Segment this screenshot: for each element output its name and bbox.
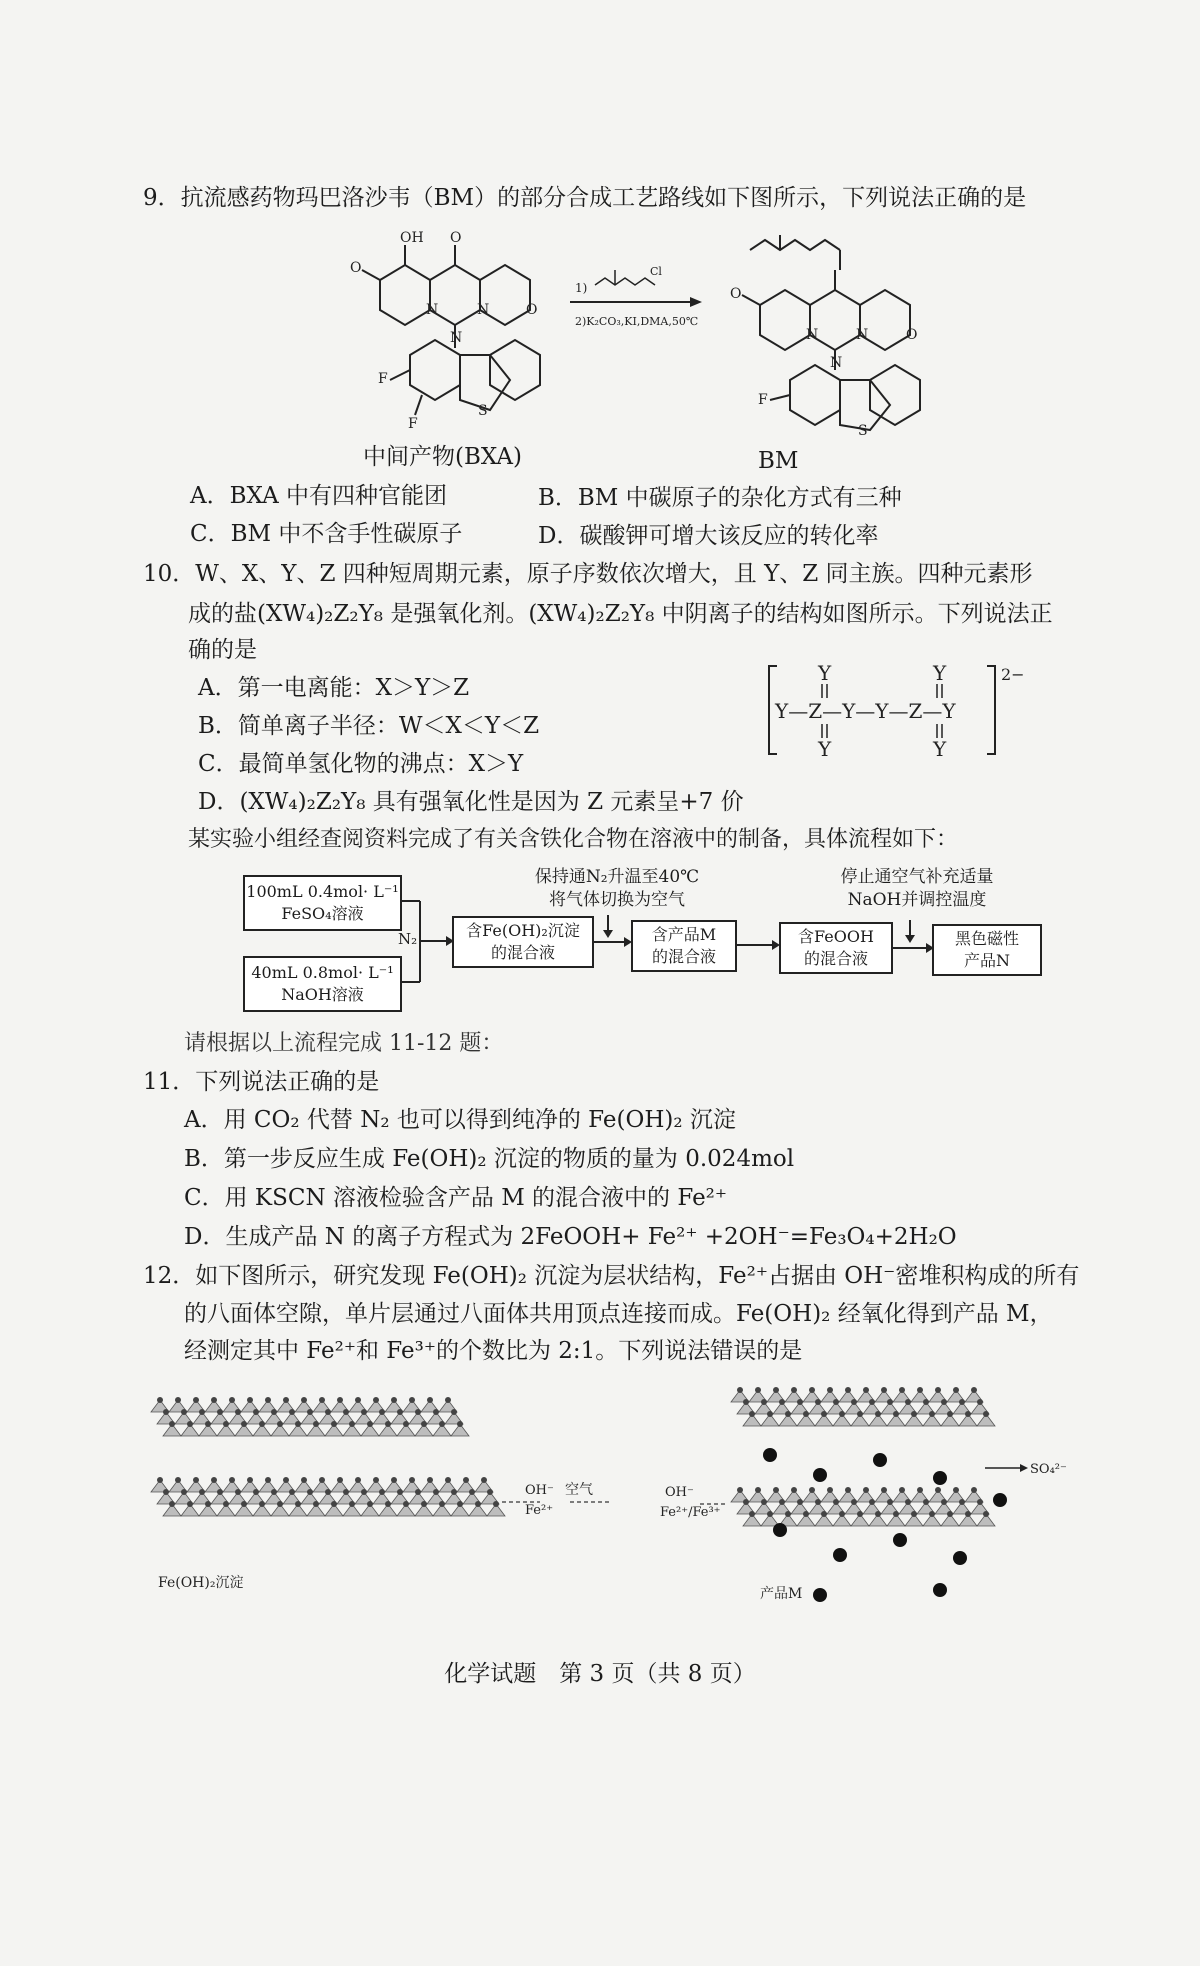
q11-option-d: D．生成产品 N 的离子方程式为 2FeOOH+ Fe²⁺ +2OH⁻=Fe₃O₄+2H₂O	[184, 1224, 957, 1250]
fig-fe-1: Fe²⁺	[525, 1503, 554, 1518]
svg-text:Y: Y	[818, 662, 832, 685]
reagent-line2: 2)K₂CO₃,KI,DMA,50℃	[575, 315, 699, 328]
feoh2-layers	[151, 1397, 505, 1516]
label-bm: BM	[758, 448, 799, 474]
sulfate-ion	[833, 1548, 847, 1562]
flow-intro: 某实验小组经查阅资料完成了有关含铁化合物在溶液中的制备，具体流程如下：	[188, 827, 959, 852]
q12-line1: 12．如下图所示，研究发现 Fe(OH)₂ 沉淀为层状结构，Fe²⁺占据由 OH⁻密堆积构成的所有	[143, 1263, 1080, 1289]
svg-text:Y: Y	[933, 737, 947, 761]
fig-oh-1: OH⁻	[525, 1483, 554, 1498]
feoh2-layer-bottom	[151, 1477, 505, 1516]
svg-text:Cl: Cl	[650, 265, 662, 278]
svg-text:O: O	[906, 327, 918, 343]
svg-text:N: N	[830, 355, 843, 371]
svg-text:Y: Y	[818, 737, 832, 761]
svg-text:Y: Y	[933, 662, 947, 685]
svg-text:O: O	[730, 286, 742, 302]
layered-structure-figure	[140, 1380, 1100, 1610]
fig-so4: SO₄²⁻	[1030, 1462, 1067, 1477]
flow-box-product-m-l1: 含产品M	[651, 925, 717, 944]
q11-option-b: B．第一步反应生成 Fe(OH)₂ 沉淀的物质的量为 0.024mol	[184, 1146, 795, 1172]
svg-text:S: S	[858, 423, 868, 439]
flow-box-product-n-l2: 产品N	[963, 951, 1010, 970]
q9-option-a: A．BXA 中有四种官能团	[190, 483, 447, 509]
svg-text:O: O	[350, 260, 362, 276]
q10-option-d: D．(XW₄)₂Z₂Y₈ 具有强氧化性是因为 Z 元素呈+7 价	[198, 789, 744, 815]
sulfate-ion	[933, 1471, 947, 1485]
q9-option-d: D．碳酸钾可增大该反应的转化率	[538, 523, 879, 549]
q12-line3: 经测定其中 Fe²⁺和 Fe³⁺的个数比为 2:1。下列说法错误的是	[184, 1338, 803, 1364]
product-m-layer-top	[731, 1387, 995, 1426]
fig-right-label: 产品M	[760, 1586, 803, 1602]
q10-option-c: C．最简单氢化物的沸点：X＞Y	[198, 751, 524, 777]
svg-text:S: S	[478, 403, 488, 419]
sulfate-ion	[763, 1448, 777, 1462]
flow-box-feso4-l1: 100mL 0.4mol· L⁻¹	[246, 882, 399, 901]
sulfate-ion	[813, 1588, 827, 1602]
flow-note-1-l1: 保持通N₂升温至40℃	[534, 867, 700, 887]
sulfate-ion	[993, 1493, 1007, 1507]
svg-text:N: N	[806, 327, 819, 343]
q9-option-c: C．BM 中不含手性碳原子	[190, 521, 463, 547]
q11-stem: 11．下列说法正确的是	[143, 1069, 380, 1095]
q12-line2: 的八面体空隙，单片层通过八面体共用顶点连接而成。Fe(OH)₂ 经氧化得到产品 M，	[184, 1301, 1053, 1327]
sulfate-ion	[933, 1583, 947, 1597]
q11-option-c: C．用 KSCN 溶液检验含产品 M 的混合液中的 Fe²⁺	[184, 1185, 728, 1211]
q9-option-b: B．BM 中碳原子的杂化方式有三种	[538, 485, 902, 511]
svg-text:Y—Z—Y—Y—Z—Y: Y—Z—Y—Y—Z—Y	[775, 699, 956, 723]
svg-text:OH: OH	[400, 230, 424, 246]
fig-fe-2: Fe²⁺/Fe³⁺	[660, 1505, 721, 1520]
page-footer: 化学试题 第 3 页（共 8 页）	[444, 1661, 756, 1687]
svg-text:N: N	[856, 327, 869, 343]
q9-stem: 9．抗流感药物玛巴洛沙韦（BM）的部分合成工艺路线如下图所示，下列说法正确的是	[143, 185, 1027, 211]
flow-note-2-l1: 停止通空气补充适量	[840, 867, 994, 887]
product-m-layers	[731, 1387, 1007, 1602]
sulfate-ion	[893, 1533, 907, 1547]
svg-text:O: O	[450, 230, 462, 246]
sulfate-ion	[773, 1523, 787, 1537]
so4-arrow	[985, 1464, 1028, 1472]
fig-oh-2: OH⁻	[665, 1485, 694, 1500]
fig-air: 空气	[565, 1482, 593, 1498]
flow-note-1-l2: 将气体切换为空气	[549, 890, 685, 910]
svg-text:F: F	[408, 416, 418, 432]
svg-text:N: N	[426, 302, 439, 318]
sulfate-ion	[873, 1453, 887, 1467]
q11-option-a: A．用 CO₂ 代替 N₂ 也可以得到纯净的 Fe(OH)₂ 沉淀	[184, 1107, 736, 1133]
q10-option-a: A．第一电离能：X＞Y＞Z	[198, 675, 470, 701]
flow-box-feoh2-l2: 的混合液	[490, 943, 555, 962]
flow-box-feooh-l1: 含FeOOH	[798, 927, 874, 946]
sulfate-ion	[953, 1551, 967, 1565]
feoh2-layer-top	[151, 1397, 469, 1436]
flow-box-feso4-l2: FeSO₄溶液	[281, 904, 364, 923]
q10-line1: 10．W、X、Y、Z 四种短周期元素，原子序数依次增大，且 Y、Z 同主族。四种元素形	[143, 561, 1033, 587]
label-bxa: 中间产物(BXA)	[363, 444, 523, 470]
fig-left-label: Fe(OH)₂沉淀	[158, 1575, 244, 1591]
reagent-line1: 1)	[575, 281, 588, 295]
svg-text:N: N	[477, 302, 490, 318]
flow-box-product-n-l1: 黑色磁性	[954, 929, 1019, 948]
svg-text:F: F	[758, 392, 768, 408]
q10-line2: 成的盐(XW₄)₂Z₂Y₈ 是强氧化剂。(XW₄)₂Z₂Y₈ 中阴离子的结构如图所示。下列说法正	[188, 601, 1053, 627]
sulfate-ion	[813, 1468, 827, 1482]
q10-option-b: B．简单离子半径：W＜X＜Y＜Z	[198, 713, 540, 739]
flow-box-naoh-l1: 40mL 0.8mol· L⁻¹	[251, 963, 394, 982]
svg-text:N: N	[450, 330, 463, 346]
flow-box-feooh-l2: 的混合液	[803, 949, 868, 968]
instruction: 请根据以上流程完成 11-12 题：	[184, 1031, 504, 1056]
svg-text:F: F	[378, 371, 388, 387]
flow-box-product-m-l2: 的混合液	[651, 947, 716, 966]
flow-n2-label: N₂	[398, 930, 418, 948]
flow-box-feoh2-l1: 含Fe(OH)₂沉淀	[466, 921, 580, 940]
q10-line3: 确的是	[188, 637, 257, 663]
anion-charge: 2−	[1001, 665, 1025, 684]
svg-text:O: O	[526, 302, 538, 318]
flow-box-naoh-l2: NaOH溶液	[281, 985, 364, 1004]
flow-note-2-l2: NaOH并调控温度	[847, 890, 987, 910]
product-m-layer-bottom	[731, 1487, 995, 1526]
